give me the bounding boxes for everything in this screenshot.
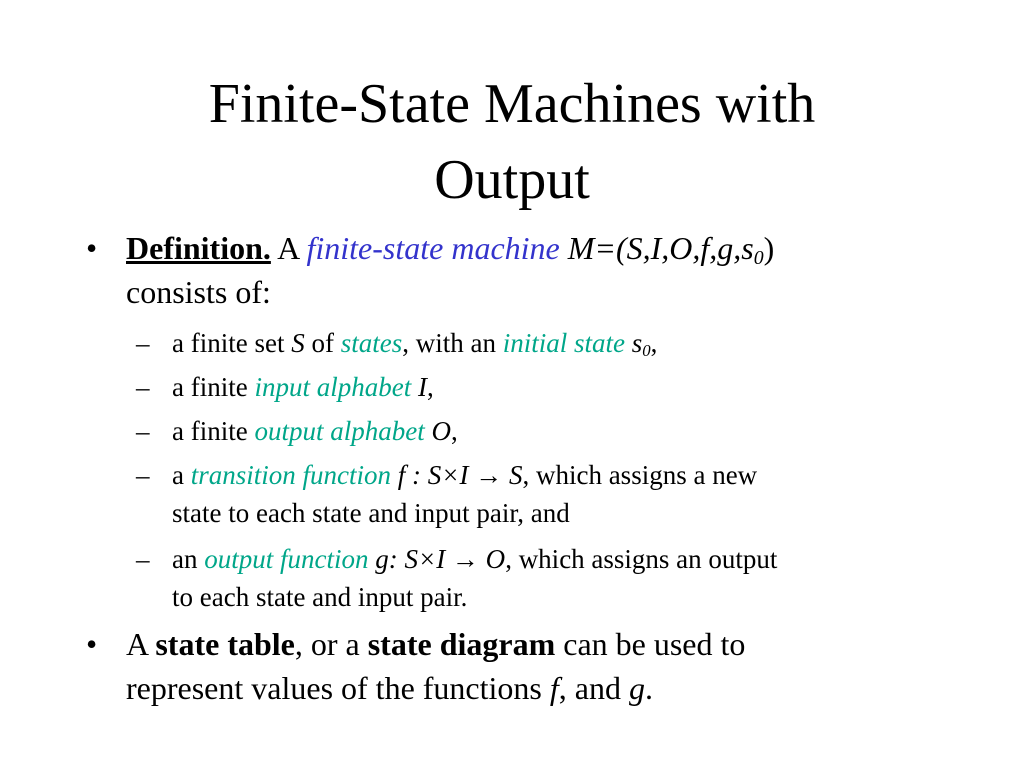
text: , with an — [402, 328, 496, 358]
dash-marker: – — [136, 460, 150, 490]
var-f: f — [549, 670, 559, 706]
machine-tuple — [567, 230, 764, 269]
term-initial-state: initial state — [502, 328, 625, 358]
line-1 — [172, 456, 952, 494]
sub-item-transition-function — [136, 456, 952, 532]
term-transition-function: transition function — [190, 460, 391, 490]
var-s: s — [631, 328, 643, 358]
definition-label: Definition. — [126, 230, 271, 266]
text: of — [311, 328, 334, 358]
dash-marker: – — [136, 544, 150, 574]
text: , and — [558, 670, 621, 706]
term-output-function: output function — [204, 544, 369, 574]
bullet-marker: • — [86, 626, 98, 662]
dash-marker: – — [136, 372, 150, 402]
text: . — [644, 670, 653, 706]
var-S: S — [291, 328, 305, 358]
bullet-definition-line-2: consists of: — [126, 274, 271, 310]
sub-item-output-function — [136, 540, 952, 616]
line-2: state to each state and input pair, and — [172, 498, 570, 528]
term-input-alphabet: input alphabet — [254, 372, 412, 402]
tuple-text: M=(S,I,O,f,g,s — [567, 230, 754, 266]
text: a finite — [172, 416, 248, 446]
var-s0 — [631, 328, 651, 361]
text: an — [172, 544, 198, 574]
dash-marker: – — [136, 416, 150, 446]
title-line-1: Finite-State Machines with — [208, 73, 816, 135]
text: a finite — [172, 372, 248, 402]
text: a finite set — [172, 328, 285, 358]
slide-title — [80, 66, 944, 218]
term-finite-state-machine: finite-state machine — [306, 230, 560, 266]
text-rest: can be used to — [563, 626, 746, 662]
tuple-subscript: 0 — [753, 246, 764, 269]
text-a: A — [126, 626, 148, 662]
var-O: O — [431, 416, 451, 446]
var-I: I — [417, 372, 427, 402]
title-line-2: Output — [434, 149, 590, 211]
sub-item-output-alphabet — [136, 412, 952, 450]
term-state-diagram: state diagram — [367, 626, 556, 662]
text: , which assigns an output — [505, 544, 778, 574]
tuple-close: ) — [763, 230, 775, 266]
term-states: states — [340, 328, 403, 358]
text-a: A — [277, 230, 299, 266]
text: represent values of the functions — [126, 670, 542, 706]
line-2: to each state and input pair. — [172, 582, 468, 612]
term-state-table: state table — [155, 626, 295, 662]
line-1 — [172, 540, 952, 578]
bullet-marker: • — [86, 230, 98, 266]
bullet-definition-line-1 — [126, 226, 956, 270]
text: , — [426, 372, 434, 402]
text: a — [172, 460, 184, 490]
bullet-definition — [86, 226, 956, 314]
term-output-alphabet: output alphabet — [254, 416, 425, 446]
text: , — [650, 328, 658, 358]
output-signature: g: S×I → O — [375, 544, 506, 574]
bullet-state-table — [86, 622, 956, 710]
text: , — [450, 416, 458, 446]
subscript-0: 0 — [642, 341, 651, 361]
dash-marker: – — [136, 328, 150, 358]
var-g: g — [628, 670, 645, 706]
sub-item-input-alphabet — [136, 368, 952, 406]
sub-item-states — [136, 324, 952, 362]
text: , which assigns a new — [522, 460, 758, 490]
transition-signature: f : S×I → S — [397, 460, 523, 490]
text-or: , or a — [294, 626, 360, 662]
bullet-state-table-line-2 — [126, 666, 956, 710]
bullet-state-table-line-1 — [126, 622, 956, 666]
